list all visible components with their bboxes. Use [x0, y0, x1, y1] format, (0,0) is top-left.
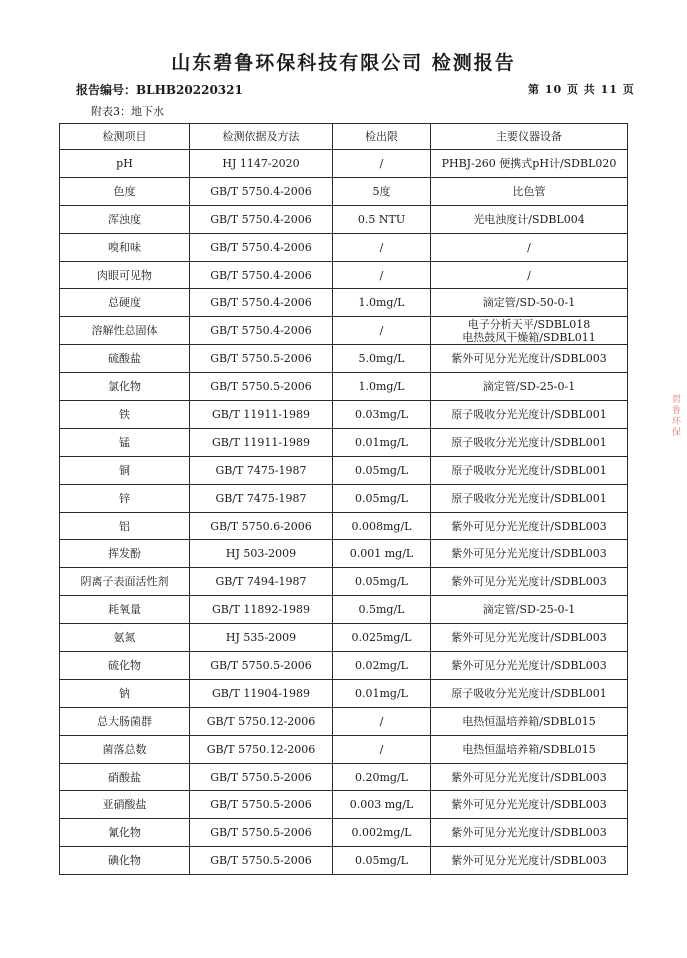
cell-limit: 0.05mg/L: [333, 456, 431, 484]
cell-item: 氯化物: [60, 373, 190, 401]
cell-limit: 0.05mg/L: [333, 847, 431, 875]
cell-instrument: /: [431, 233, 628, 261]
appendix-label: 附表3：地下水: [91, 105, 164, 118]
cell-limit: 1.0mg/L: [333, 289, 431, 317]
table-row: [60, 847, 628, 875]
cell-limit: 0.5 NTU: [333, 205, 431, 233]
cell-method: GB/T 5750.5-2006: [190, 345, 333, 373]
cell-item: 总大肠菌群: [60, 707, 190, 735]
cell-instrument: 紫外可见分光光度计/SDBL003: [431, 819, 628, 847]
table-row: [60, 819, 628, 847]
cell-item: 菌落总数: [60, 735, 190, 763]
cell-limit: 0.01mg/L: [333, 428, 431, 456]
cell-limit: /: [333, 261, 431, 289]
table-row: [60, 456, 628, 484]
cell-item: 锰: [60, 428, 190, 456]
cell-instrument: 紫外可见分光光度计/SDBL003: [431, 512, 628, 540]
cell-item: 铝: [60, 512, 190, 540]
table-row: [60, 624, 628, 652]
cell-method: GB/T 5750.5-2006: [190, 847, 333, 875]
table-row: [60, 763, 628, 791]
cell-method: GB/T 5750.12-2006: [190, 707, 333, 735]
cell-method: GB/T 7475-1987: [190, 456, 333, 484]
cell-limit: 0.003 mg/L: [333, 791, 431, 819]
cell-instrument: 紫外可见分光光度计/SDBL003: [431, 540, 628, 568]
cell-instrument: 滴定管/SD-25-0-1: [431, 373, 628, 401]
column-header-item: 检测项目: [60, 124, 190, 150]
column-header-limit: 检出限: [333, 124, 431, 150]
seal-stamp-fragment: 碧 鲁 环 保: [672, 395, 682, 438]
cell-instrument: 电热恒温培养箱/SDBL015: [431, 735, 628, 763]
cell-instrument: 比色管: [431, 177, 628, 205]
cell-item: 挥发酚: [60, 540, 190, 568]
table-body: [60, 150, 628, 875]
cell-limit: /: [333, 233, 431, 261]
cell-limit: 0.05mg/L: [333, 484, 431, 512]
cell-instrument: 原子吸收分光光度计/SDBL001: [431, 428, 628, 456]
table-row: [60, 373, 628, 401]
cell-item: 锌: [60, 484, 190, 512]
table-header-row: [60, 124, 628, 150]
cell-limit: 0.008mg/L: [333, 512, 431, 540]
detection-methods-table: [59, 123, 628, 875]
cell-instrument: 电热恒温培养箱/SDBL015: [431, 707, 628, 735]
table-row: [60, 345, 628, 373]
table-row: [60, 428, 628, 456]
table-row: [60, 735, 628, 763]
cell-limit: 0.03mg/L: [333, 401, 431, 429]
cell-item: 阴离子表面活性剂: [60, 568, 190, 596]
table-row: [60, 233, 628, 261]
cell-instrument: 紫外可见分光光度计/SDBL003: [431, 568, 628, 596]
cell-item: 硝酸盐: [60, 763, 190, 791]
table-row: [60, 484, 628, 512]
cell-instrument: 滴定管/SD-50-0-1: [431, 289, 628, 317]
cell-limit: 0.025mg/L: [333, 624, 431, 652]
cell-instrument: /: [431, 261, 628, 289]
cell-limit: 0.01mg/L: [333, 679, 431, 707]
cell-method: GB/T 5750.5-2006: [190, 763, 333, 791]
cell-limit: 0.002mg/L: [333, 819, 431, 847]
cell-instrument: 紫外可见分光光度计/SDBL003: [431, 763, 628, 791]
page-indicator: 第 10 页 共 11 页: [528, 83, 635, 96]
cell-limit: 5.0mg/L: [333, 345, 431, 373]
cell-instrument: 紫外可见分光光度计/SDBL003: [431, 345, 628, 373]
table-row: [60, 540, 628, 568]
cell-limit: 0.5mg/L: [333, 596, 431, 624]
cell-limit: /: [333, 150, 431, 178]
column-header-method: 检测依据及方法: [190, 124, 333, 150]
cell-method: GB/T 11911-1989: [190, 401, 333, 429]
cell-item: 铁: [60, 401, 190, 429]
cell-item: 总硬度: [60, 289, 190, 317]
cell-item: 铜: [60, 456, 190, 484]
cell-limit: /: [333, 707, 431, 735]
cell-item: 氰化物: [60, 819, 190, 847]
cell-item: 嗅和味: [60, 233, 190, 261]
cell-limit: 0.001 mg/L: [333, 540, 431, 568]
cell-limit: 0.20mg/L: [333, 763, 431, 791]
cell-limit: 1.0mg/L: [333, 373, 431, 401]
cell-instrument: 电子分析天平/SDBL018 电热鼓风干燥箱/SDBL011: [431, 317, 628, 345]
table-row: [60, 707, 628, 735]
column-header-instrument: 主要仪器设备: [431, 124, 628, 150]
cell-limit: /: [333, 735, 431, 763]
cell-method: GB/T 5750.4-2006: [190, 289, 333, 317]
cell-limit: 0.02mg/L: [333, 652, 431, 680]
cell-item: 耗氧量: [60, 596, 190, 624]
cell-method: GB/T 7494-1987: [190, 568, 333, 596]
report-number: 报告编号：BLHB20220321: [76, 83, 243, 97]
cell-method: GB/T 5750.6-2006: [190, 512, 333, 540]
cell-item: 色度: [60, 177, 190, 205]
cell-instrument: 光电浊度计/SDBL004: [431, 205, 628, 233]
cell-method: GB/T 5750.4-2006: [190, 177, 333, 205]
cell-method: GB/T 5750.5-2006: [190, 652, 333, 680]
table-row: [60, 652, 628, 680]
table-row: [60, 177, 628, 205]
cell-item: 浑浊度: [60, 205, 190, 233]
cell-limit: 0.05mg/L: [333, 568, 431, 596]
cell-limit: /: [333, 317, 431, 345]
cell-item: 肉眼可见物: [60, 261, 190, 289]
table-row: [60, 205, 628, 233]
cell-instrument: 紫外可见分光光度计/SDBL003: [431, 624, 628, 652]
table-row: [60, 401, 628, 429]
table-row: [60, 289, 628, 317]
table-row: [60, 679, 628, 707]
table-row: [60, 596, 628, 624]
cell-item: 碘化物: [60, 847, 190, 875]
cell-method: GB/T 5750.4-2006: [190, 233, 333, 261]
cell-method: HJ 503-2009: [190, 540, 333, 568]
cell-method: GB/T 11904-1989: [190, 679, 333, 707]
cell-method: GB/T 7475-1987: [190, 484, 333, 512]
cell-method: GB/T 5750.4-2006: [190, 261, 333, 289]
cell-item: 溶解性总固体: [60, 317, 190, 345]
table-row: [60, 568, 628, 596]
cell-method: GB/T 5750.5-2006: [190, 373, 333, 401]
cell-method: GB/T 5750.4-2006: [190, 205, 333, 233]
cell-method: GB/T 5750.12-2006: [190, 735, 333, 763]
cell-instrument: 紫外可见分光光度计/SDBL003: [431, 847, 628, 875]
table-row: [60, 150, 628, 178]
cell-limit: 5度: [333, 177, 431, 205]
cell-item: 硫化物: [60, 652, 190, 680]
table-row: [60, 317, 628, 345]
report-title: 山东碧鲁环保科技有限公司 检测报告: [171, 52, 516, 74]
cell-instrument: 紫外可见分光光度计/SDBL003: [431, 652, 628, 680]
cell-instrument: 原子吸收分光光度计/SDBL001: [431, 456, 628, 484]
cell-instrument: 滴定管/SD-25-0-1: [431, 596, 628, 624]
table-row: [60, 791, 628, 819]
cell-item: 钠: [60, 679, 190, 707]
cell-method: HJ 1147-2020: [190, 150, 333, 178]
cell-instrument: PHBJ-260 便携式pH计/SDBL020: [431, 150, 628, 178]
cell-method: GB/T 11911-1989: [190, 428, 333, 456]
cell-instrument: 紫外可见分光光度计/SDBL003: [431, 791, 628, 819]
cell-method: GB/T 11892-1989: [190, 596, 333, 624]
cell-item: 亚硝酸盐: [60, 791, 190, 819]
cell-item: pH: [60, 150, 190, 178]
cell-method: GB/T 5750.4-2006: [190, 317, 333, 345]
cell-method: GB/T 5750.5-2006: [190, 791, 333, 819]
cell-item: 硫酸盐: [60, 345, 190, 373]
cell-instrument: 原子吸收分光光度计/SDBL001: [431, 484, 628, 512]
table-row: [60, 261, 628, 289]
table-row: [60, 512, 628, 540]
cell-item: 氨氮: [60, 624, 190, 652]
cell-method: HJ 535-2009: [190, 624, 333, 652]
cell-instrument: 原子吸收分光光度计/SDBL001: [431, 401, 628, 429]
cell-instrument: 原子吸收分光光度计/SDBL001: [431, 679, 628, 707]
cell-method: GB/T 5750.5-2006: [190, 819, 333, 847]
